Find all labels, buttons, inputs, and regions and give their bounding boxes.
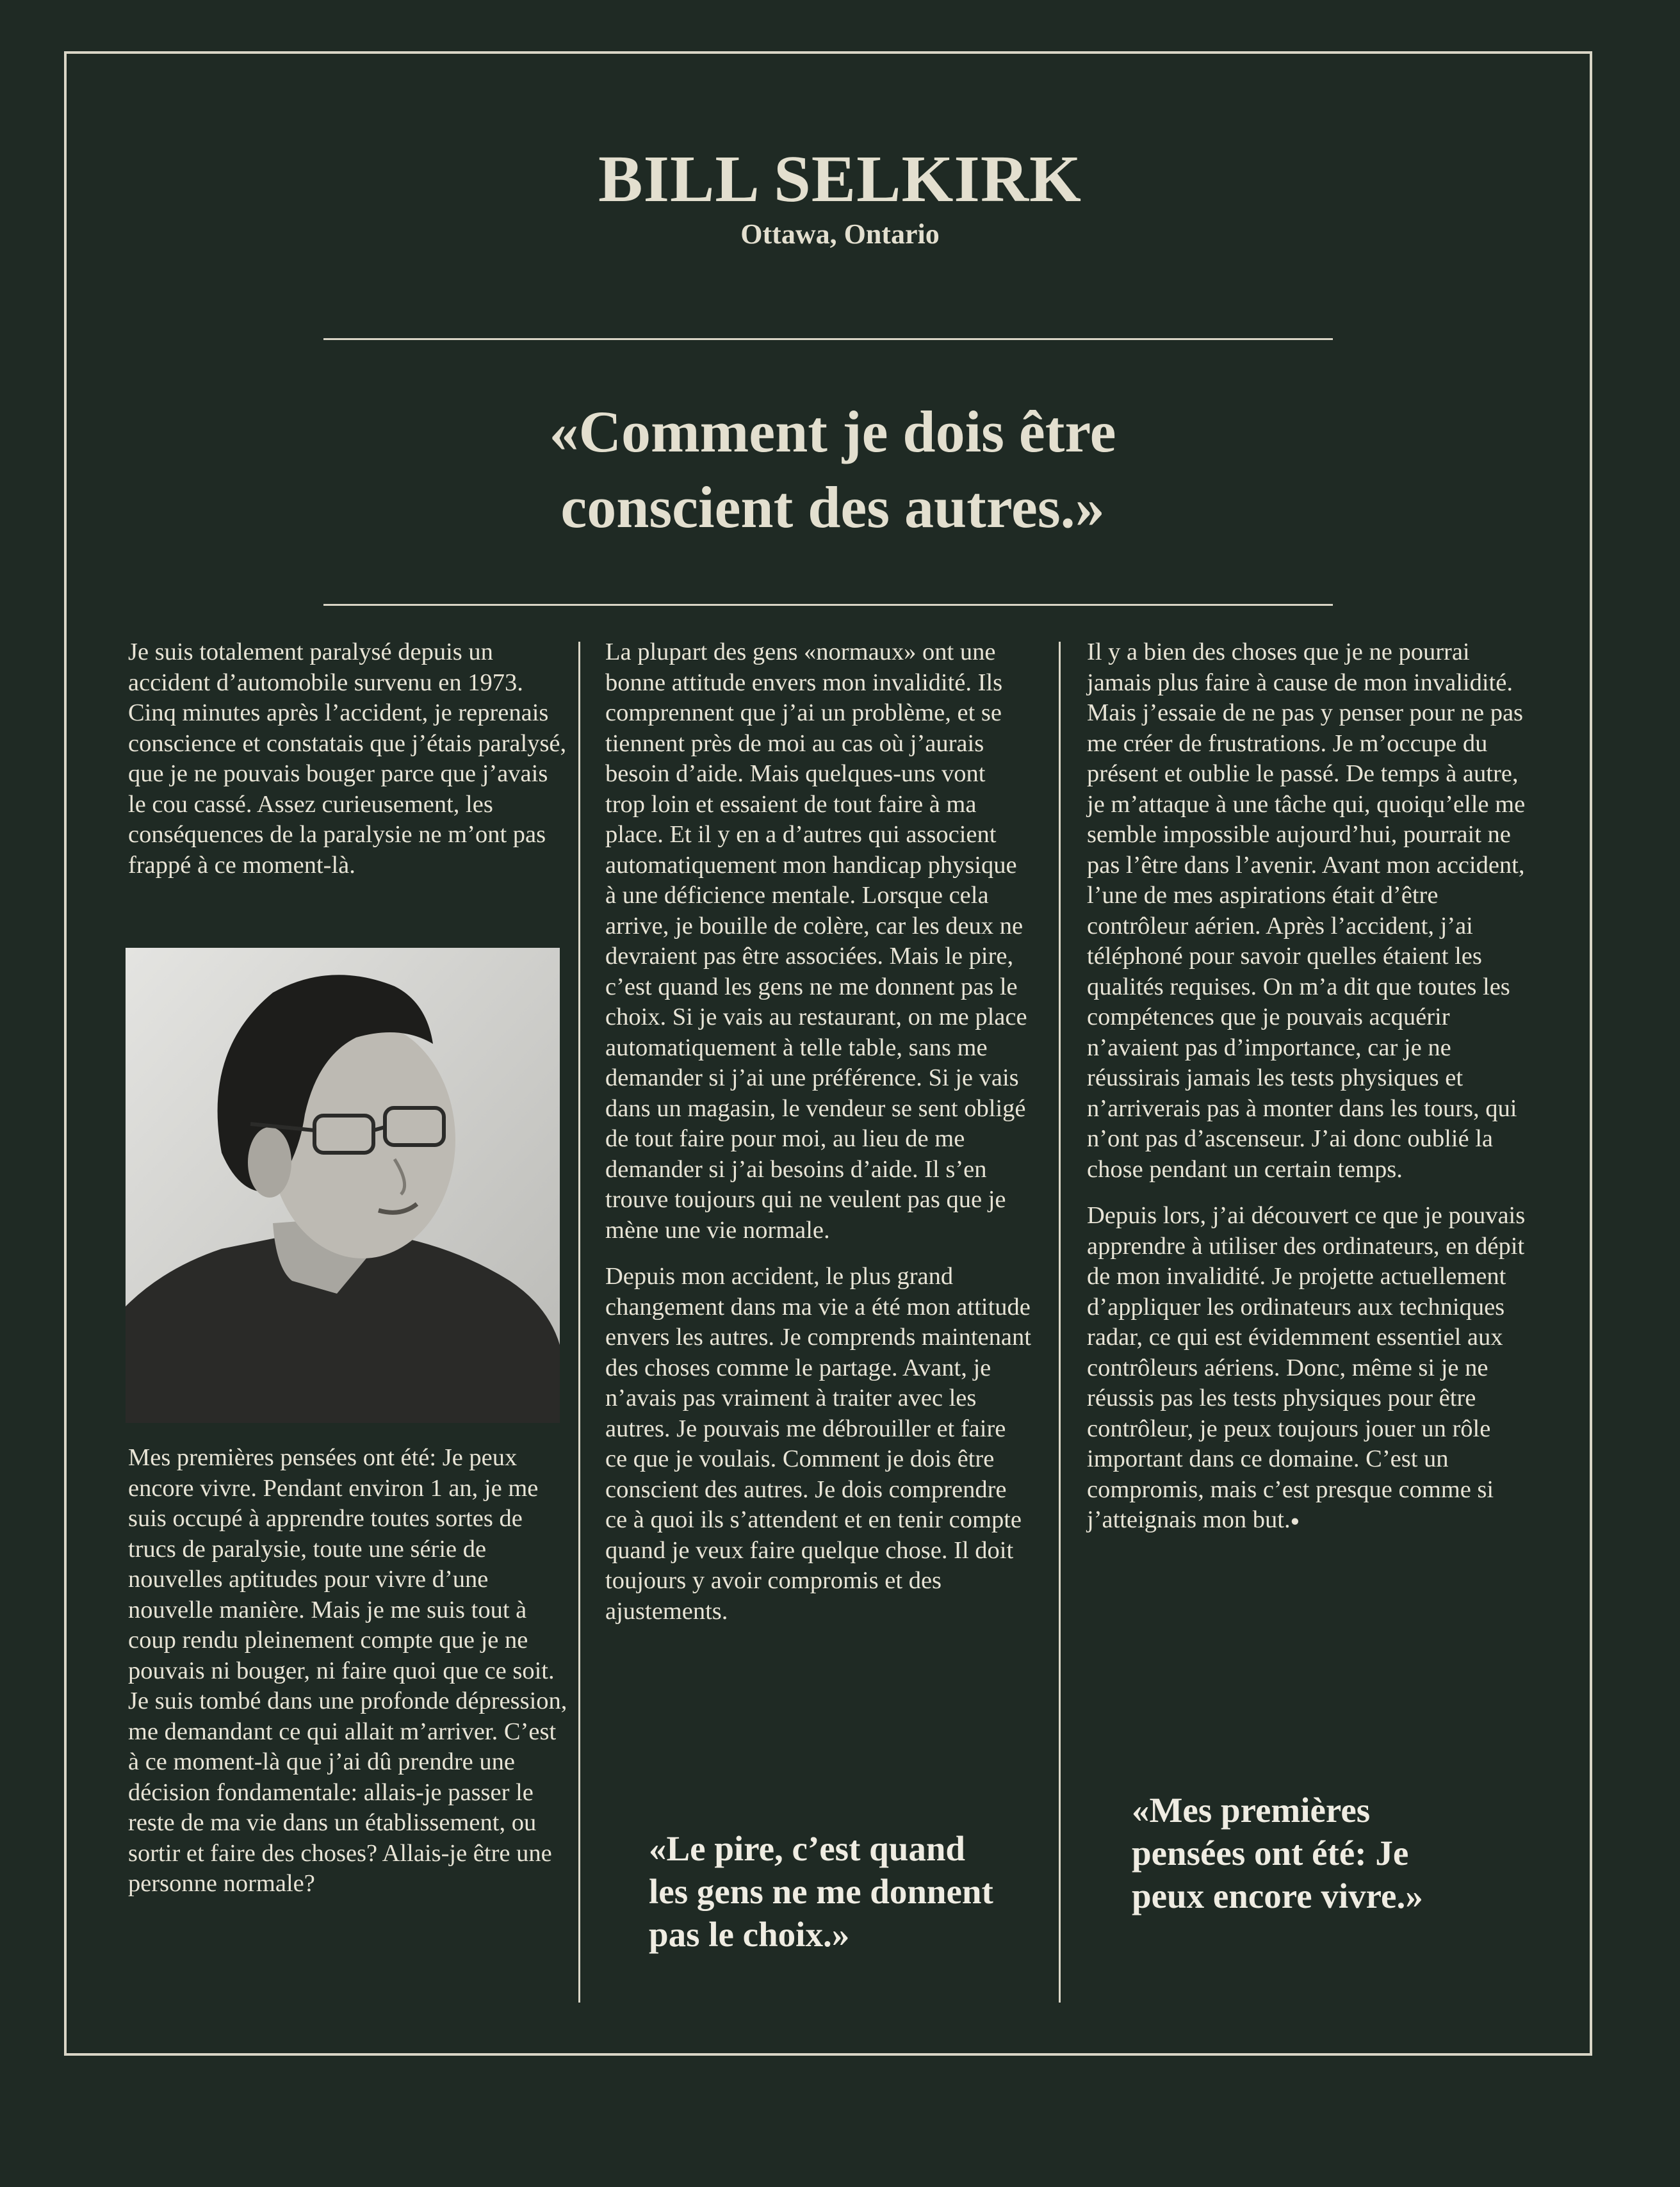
column-2-paragraph-2: Depuis mon accident, le plus grand changement dans ma vie a été mon attitude envers les autres. Je comprends maintenant des choses comme le partage. Avant, je n’avais pas vraiment à traiter avec les autres. Je pouvais me débrouiller et faire ce que je voulais. Comment je dois être conscient des autres. Je dois comprendre ce à quoi ils s’attendent et en tenir compte quand je veux faire quelque chose. Il doit toujours y avoir compromis et des ajustements. (605, 1263, 1031, 1625)
headline (256, 394, 1409, 545)
column-1-bottom (128, 1443, 570, 1915)
column-3-paragraph-1: Il y a bien des choses que je ne pourrai jamais plus faire à cause de mon invalidité. Mais j’essaie de ne pas y penser pour ne pas me créer de frustrations. Je m’occupe du présent et oublie le passé. De temps à autre, je m’attaque à une tâche qui, quoiqu’elle me semble impossible aujourd’hui, pourrait ne pas l’être dans l’avenir. Avant mon accident, l’une de mes aspirations était d’être contrôleur aérien. Après l’accident, j’ai téléphoné pour savoir quelles étaient les qualités requises. On m’a dit que toutes les compétences que je pouvais acquérir n’avaient pas d’importance, car je ne réussirais jamais les tests physiques et n’arriverais pas à monter dans les tours, qui n’ont pas d’ascenseur. J’ai donc oublié la chose pendant un certain temps. (1087, 638, 1526, 1183)
column-divider-right (1059, 642, 1061, 2003)
column-3-paragraph-2 (1087, 1201, 1532, 1537)
column-3-paragraph-2-text: Depuis lors, j’ai découvert ce que je pouvais apprendre à utiliser des ordinateurs, en dépit de mon invalidité. Je projette actuellement d’appliquer les ordinateurs aux techniques radar, ce qui est évidemment essentiel aux contrôleurs aériens. Donc, même si je ne réussis pas les tests physiques pour être contrôleur, je peux toujours jouer un rôle important dans ce domaine. C’est un compromis, mais c’est presque comme si j’atteignais mon but. (1087, 1202, 1526, 1533)
person-name: BILL SELKIRK (598, 142, 1082, 216)
portrait-illustration (126, 948, 560, 1423)
top-rule (323, 338, 1333, 340)
headline-line-1: «Comment je dois être (549, 399, 1116, 464)
column-1-top (128, 637, 570, 897)
headline-line-2: conscient des autres.» (560, 475, 1105, 540)
column-3 (1087, 637, 1532, 1553)
pull-quote-column-2: «Le pire, c’est quand les gens ne me donnent pas le choix.» (649, 1829, 993, 1954)
column-2 (605, 637, 1031, 1643)
column-divider-left (578, 642, 580, 2003)
portrait-photo (126, 948, 560, 1423)
bottom-rule (323, 604, 1333, 606)
column-1-paragraph-1: Je suis totalement paralysé depuis un accident d’automobile survenu en 1973. Cinq minutes après l’accident, je reprenais conscience et constatais que j’étais paralysé, que je ne pouvais bouger parce que j’avais le cou cassé. Assez curieusement, les conséquences de la paralysie ne m’ont pas frappé à ce moment-là. (128, 638, 567, 879)
column-2-paragraph-1: La plupart des gens «normaux» ont une bonne attitude envers mon invalidité. Ils comprennent que j’ai un problème, et se tiennent près de moi au cas où j’aurais besoin d’aide. Mais quelques-uns vont trop loin et essaient de tout faire à ma place. Et il y en a d’autres qui associent automatiquement mon handicap physique à une déficience mentale. Lorsque cela arrive, je bouille de colère, car les deux ne devraient pas être associées. Mais le pire, c’est quand les gens ne me donnent pas le choix. Si je vais au restaurant, on me place automatiquement à telle table, sans me demander si j’ai une préférence. Si je vais dans un magasin, le vendeur se sent obligé de tout faire pour moi, au lieu de me demander si j’ai besoins d’aide. Il s’en trouve toujours qui ne veulent pas que je mène une vie normale. (605, 638, 1027, 1244)
person-location: Ottawa, Ontario (740, 218, 940, 250)
end-mark-icon: ● (1290, 1513, 1300, 1530)
column-1-paragraph-2: Mes premières pensées ont été: Je peux encore vivre. Pendant environ 1 an, je me suis occupé à apprendre toutes sortes de trucs de paralysie, toute une série de nouvelles aptitudes pour vivre d’une nouvelle manière. Mais je me suis tout à coup rendu pleinement compte que je ne pouvais ni bouger, ni faire quoi que ce soit. Je suis tombé dans une profonde dépression, me demandant ce qui allait m’arriver. C’est à ce moment-là que j’ai dû prendre une décision fondamentale: allais-je passer le reste de ma vie dans un établissement, ou sortir et faire des choses? Allais-je être une personne normale? (128, 1444, 567, 1897)
pull-quote-column-3: «Mes premières pensées ont été: Je peux encore vivre.» (1132, 1791, 1423, 1915)
